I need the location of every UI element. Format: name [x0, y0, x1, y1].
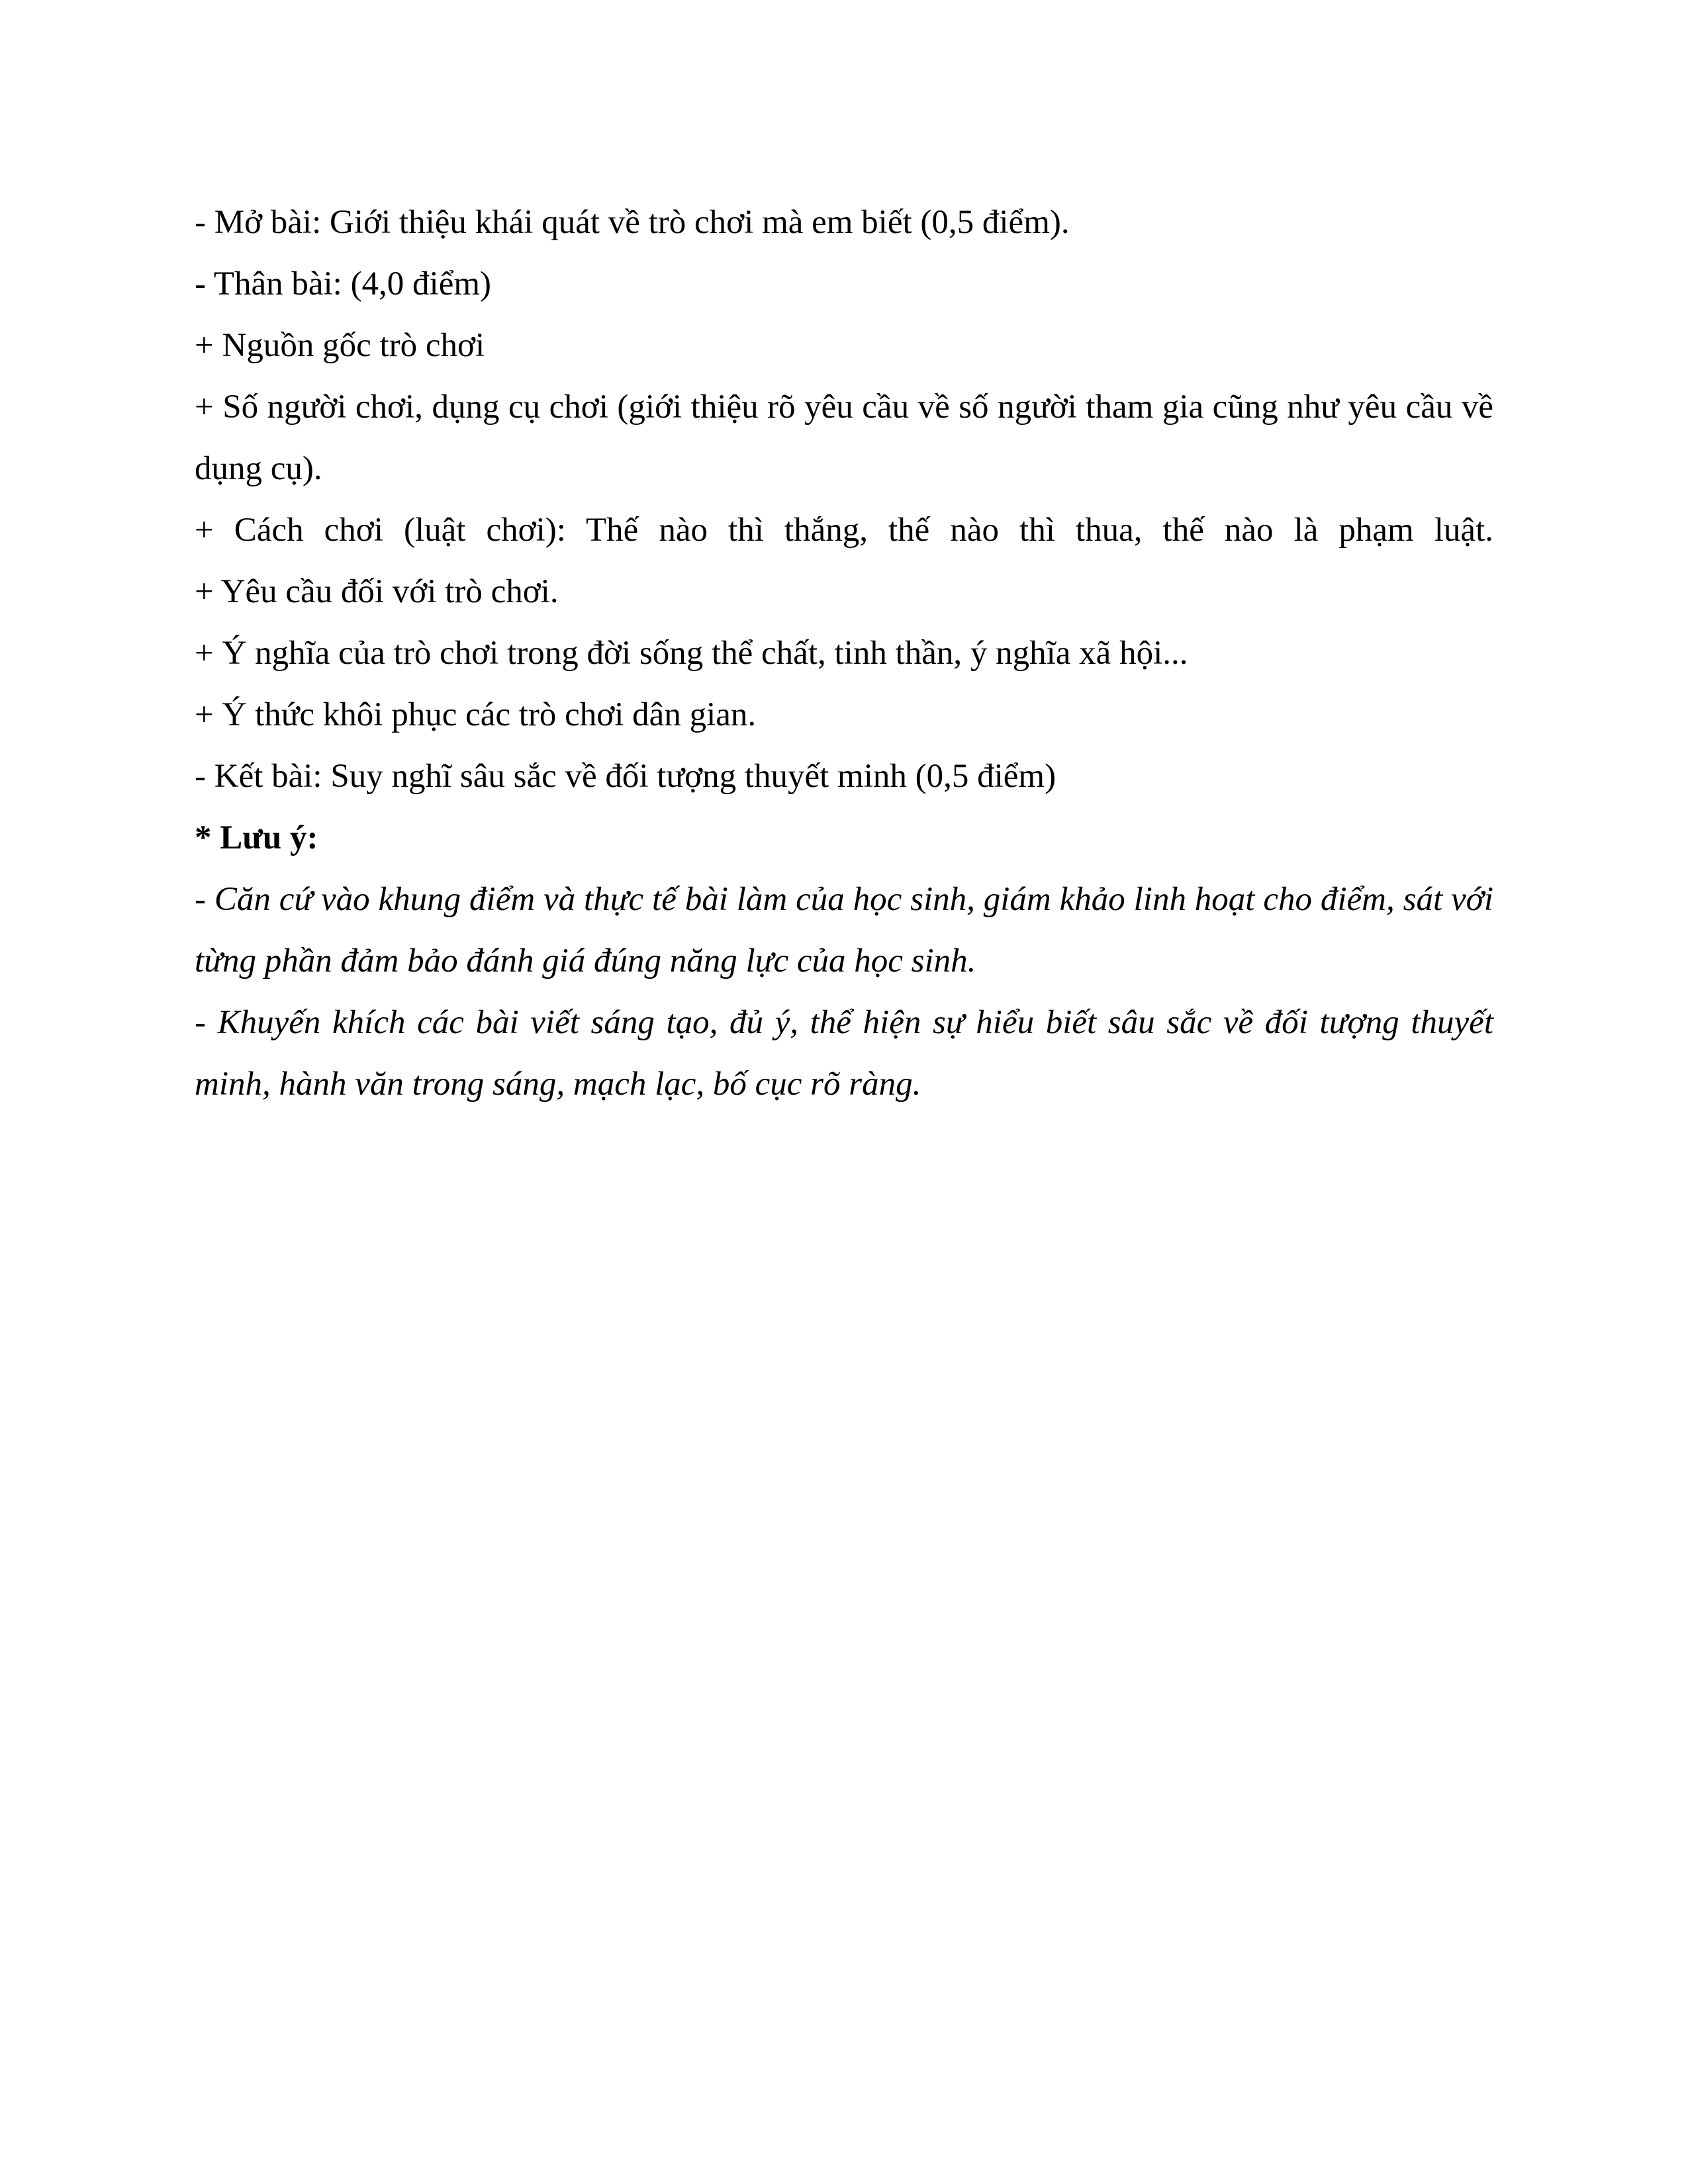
document-body — [195, 192, 1493, 1115]
note-heading: * Lưu ý: — [195, 819, 318, 856]
origin-line: + Nguồn gốc trò chơi — [195, 327, 485, 364]
requirements-line: + Yêu cầu đối với trò chơi. — [195, 573, 559, 610]
preservation-line: + Ý thức khôi phục các trò chơi dân gian. — [195, 696, 757, 733]
players-tools-line: + Số người chơi, dụng cụ chơi (giới thiệu rõ yêu cầu về số người tham gia cũng như yêu cầu về dụng cụ). — [195, 388, 1493, 487]
body-heading-line: - Thân bài: (4,0 điểm) — [195, 265, 492, 302]
rules-line: + Cách chơi (luật chơi): Thế nào thì thắng, thế nào thì thua, thế nào là phạm luật. — [195, 512, 1493, 549]
intro-line: - Mở bài: Giới thiệu khái quát về trò chơi mà em biết (0,5 điểm). — [195, 204, 1070, 241]
conclusion-line: - Kết bài: Suy nghĩ sâu sắc về đối tượng thuyết minh (0,5 điểm) — [195, 758, 1056, 795]
note-item: - Căn cứ vào khung điểm và thực tế bài làm của học sinh, giám khảo linh hoạt cho điểm, sát với từng phần đảm bảo đánh giá đúng năng lực của học sinh. — [195, 881, 1493, 979]
meaning-line: + Ý nghĩa của trò chơi trong đời sống thể chất, tinh thần, ý nghĩa xã hội... — [195, 635, 1188, 672]
note-item: - Khuyến khích các bài viết sáng tạo, đủ ý, thể hiện sự hiểu biết sâu sắc về đối tượng thuyết minh, hành văn trong sáng, mạch lạc, bố cục rõ ràng. — [195, 1004, 1493, 1103]
